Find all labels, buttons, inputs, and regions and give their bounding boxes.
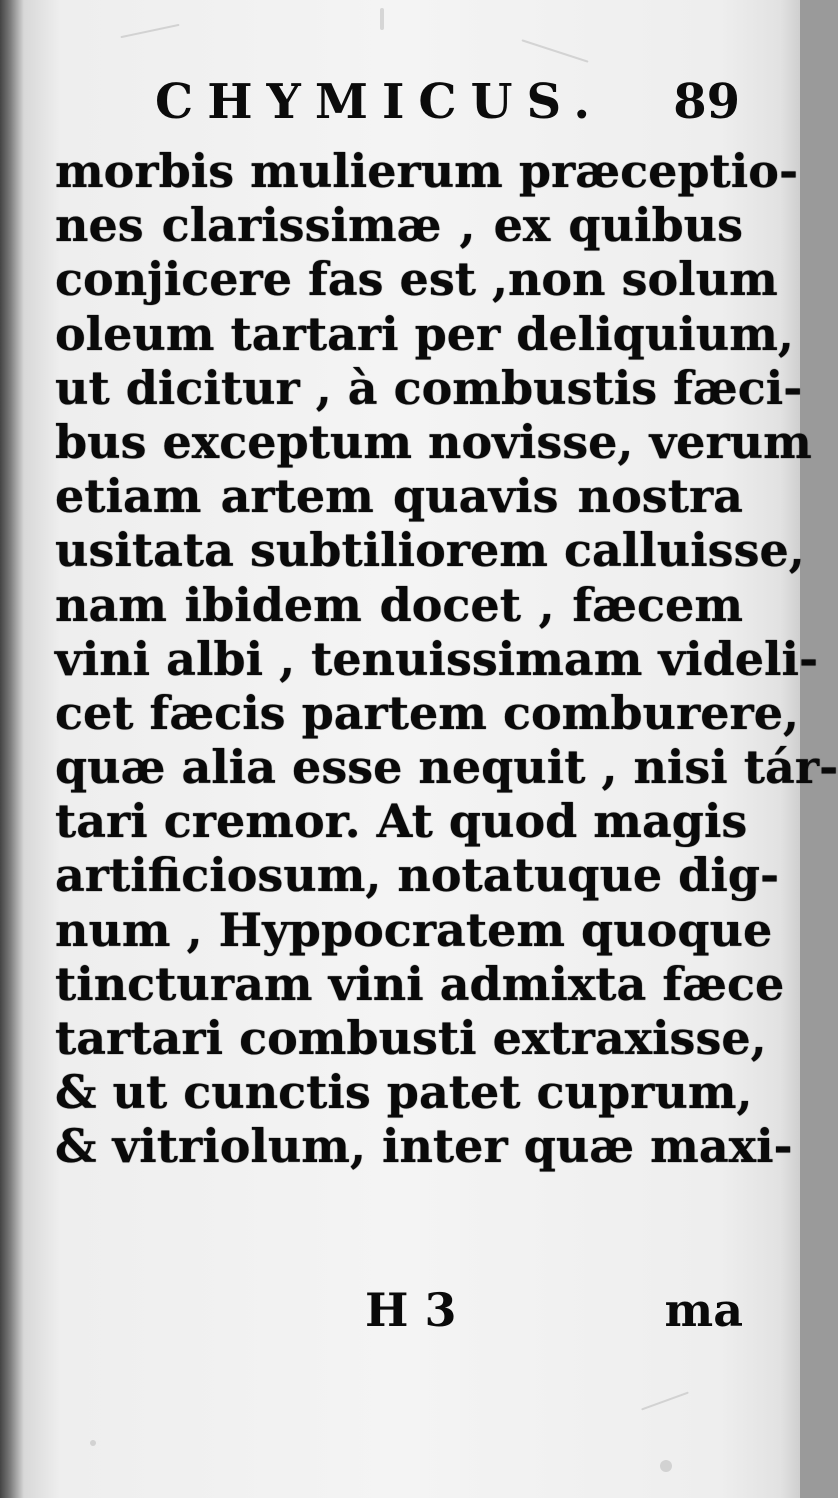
page-header	[155, 72, 740, 132]
paper-fiber	[90, 1440, 96, 1446]
text-line: morbis mulierum præceptio-	[55, 144, 799, 198]
text-line: etiam artem quavis nostra	[55, 469, 743, 524]
page-footer	[55, 1280, 743, 1340]
paper-fiber	[380, 8, 384, 30]
text-line: bus exceptum novisse, verum	[55, 414, 812, 469]
text-line: usitata subtiliorem calluisse,	[55, 523, 805, 578]
paper-fiber	[120, 24, 179, 38]
text-line: ut dicitur , à combustis fæci-	[55, 360, 803, 415]
text-line: conjicere fas est ,non solum	[55, 252, 778, 307]
text-line: quæ alia esse nequit , nisi tár-	[55, 740, 838, 795]
text-line: num , Hyppocratem quoque	[55, 902, 773, 957]
text-line: nam ibidem docet , fæcem	[55, 577, 743, 632]
text-line: & vitriolum, inter quæ maxi-	[55, 1119, 793, 1174]
running-head: CHYMICUS.	[155, 74, 605, 130]
body-text	[55, 144, 838, 1174]
catchword: ma	[664, 1283, 743, 1337]
paper-fiber	[660, 1460, 672, 1472]
text-line: cet fæcis partem comburere,	[55, 685, 799, 740]
text-line: tari cremor. At quod magis	[55, 794, 748, 849]
text-line: nes clarissimæ , ex quibus	[55, 198, 743, 253]
text-line: tincturam vini admixta fæce	[55, 956, 785, 1011]
text-line: vini albi , tenuissimam videli-	[55, 631, 819, 686]
paper-fiber	[641, 1392, 689, 1411]
signature-mark: H 3	[365, 1283, 457, 1337]
text-line: & ut cunctis patet cuprum,	[55, 1065, 753, 1120]
text-line: tartari combusti extraxisse,	[55, 1011, 767, 1065]
text-line: artificiosum, notatuque dig-	[55, 848, 780, 903]
page-number: 89	[673, 74, 740, 130]
paper-fiber	[521, 39, 588, 63]
text-line: oleum tartari per deliquium,	[55, 306, 794, 361]
